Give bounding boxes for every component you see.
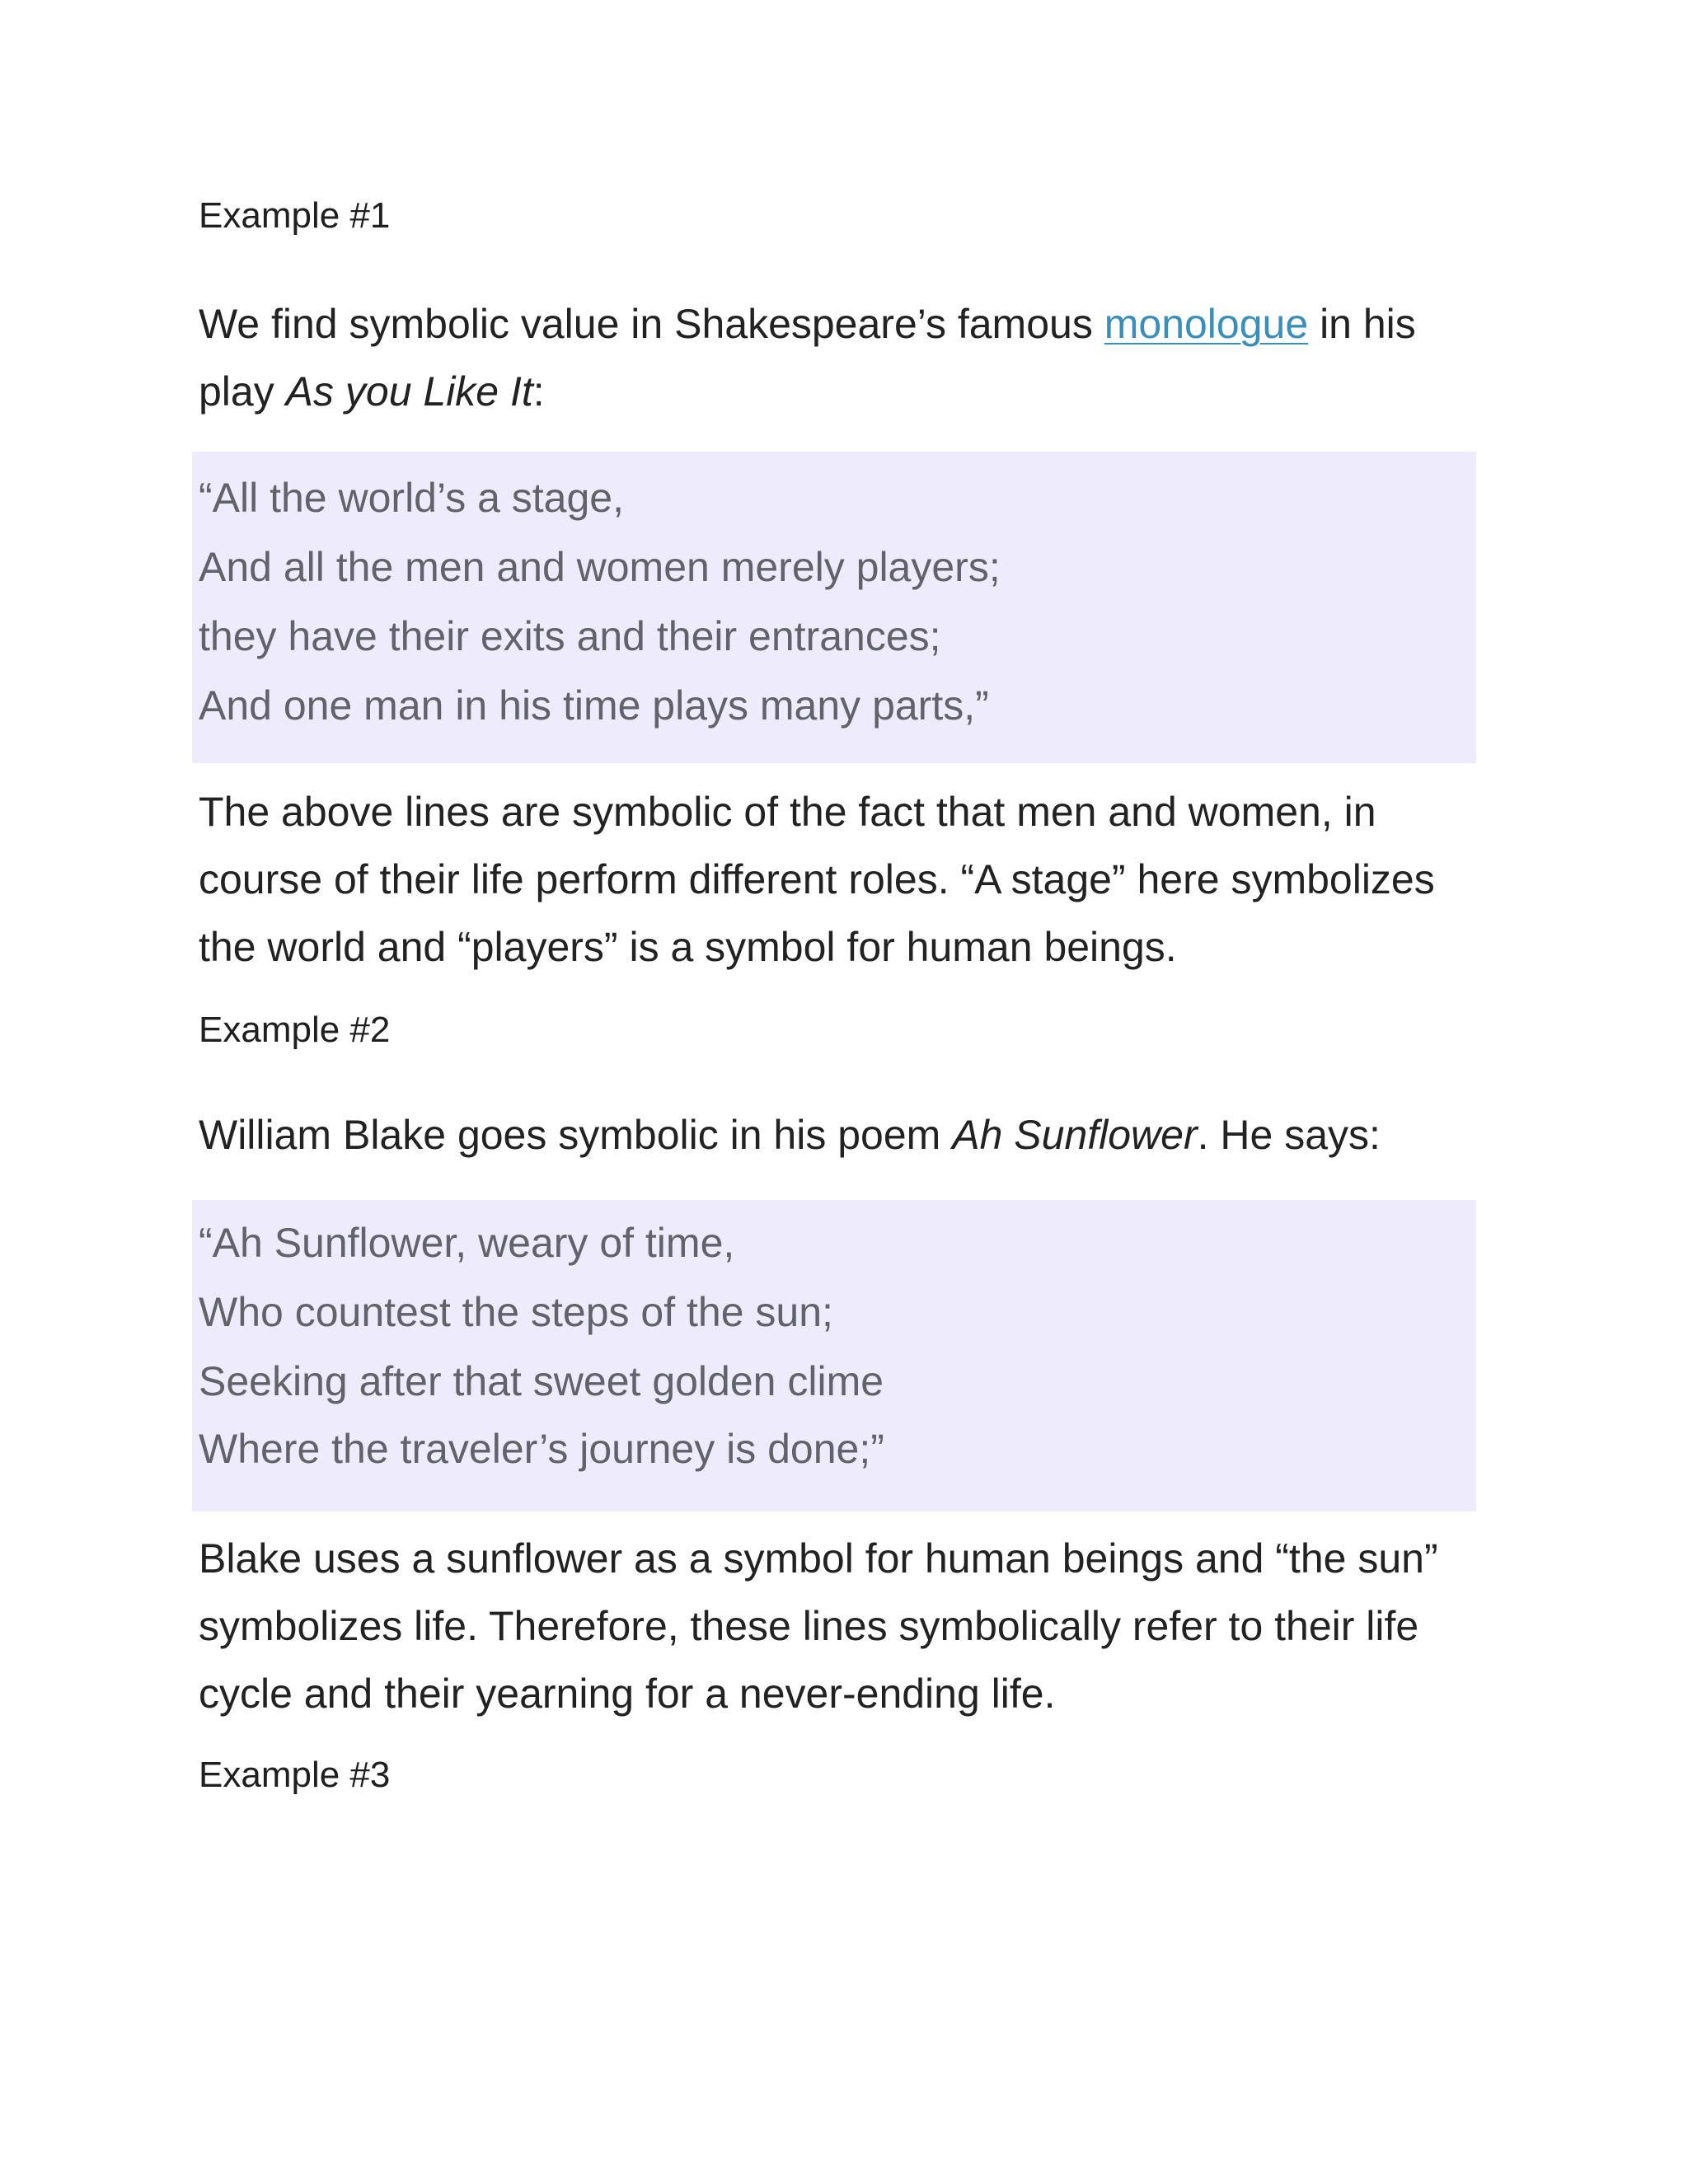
intro-text: William Blake goes symbolic in his poem [199, 1112, 941, 1158]
quote-line: they have their exits and their entrances; [199, 613, 941, 659]
example-3-heading: Example #3 [199, 1755, 391, 1795]
quote-line: And one man in his time plays many parts,” [199, 682, 989, 729]
example-2-intro [199, 1101, 1484, 1169]
poem-title: Ah Sunflower [952, 1112, 1198, 1158]
intro-text: play [199, 368, 274, 415]
explanation-line: The above lines are symbolic of the fact that men and women, in [199, 789, 1376, 835]
quote-line: “All the world’s a stage, [199, 475, 624, 521]
example-1-quote-block [192, 452, 1476, 763]
monologue-link[interactable]: monologue [1104, 301, 1309, 347]
intro-text: : [532, 368, 545, 415]
explanation-line: symbolizes life. Therefore, these lines symbolically refer to their life [199, 1603, 1419, 1649]
intro-text: We find symbolic value in Shakespeare’s famous [199, 301, 1093, 347]
intro-text: . He says: [1197, 1112, 1381, 1158]
explanation-line: the world and “players” is a symbol for human beings. [199, 924, 1177, 970]
quote-line: Where the traveler’s journey is done;” [199, 1426, 884, 1472]
intro-text: in his [1320, 301, 1416, 347]
quote-line: “Ah Sunflower, weary of time, [199, 1220, 735, 1266]
example-2-explanation [199, 1525, 1484, 1727]
example-1-heading: Example #1 [199, 195, 391, 236]
example-1-intro-line-2 [199, 358, 1484, 425]
explanation-line: Blake uses a sunflower as a symbol for human beings and “the sun” [199, 1535, 1438, 1582]
explanation-line: course of their life perform different roles. “A stage” here symbolizes [199, 856, 1435, 902]
quote-line: And all the men and women merely players; [199, 544, 1001, 590]
play-title: As you Like It [285, 368, 533, 415]
quote-line: Who countest the steps of the sun; [199, 1289, 833, 1335]
example-1-explanation [199, 778, 1484, 981]
explanation-line: cycle and their yearning for a never-ending life. [199, 1671, 1056, 1717]
quote-line: Seeking after that sweet golden clime [199, 1358, 884, 1404]
example-1-intro-line-1 [199, 290, 1484, 358]
example-1-intro [199, 290, 1484, 425]
example-2-intro-line [199, 1101, 1484, 1169]
example-2-heading: Example #2 [199, 1010, 391, 1050]
example-2-quote-block [192, 1200, 1476, 1511]
